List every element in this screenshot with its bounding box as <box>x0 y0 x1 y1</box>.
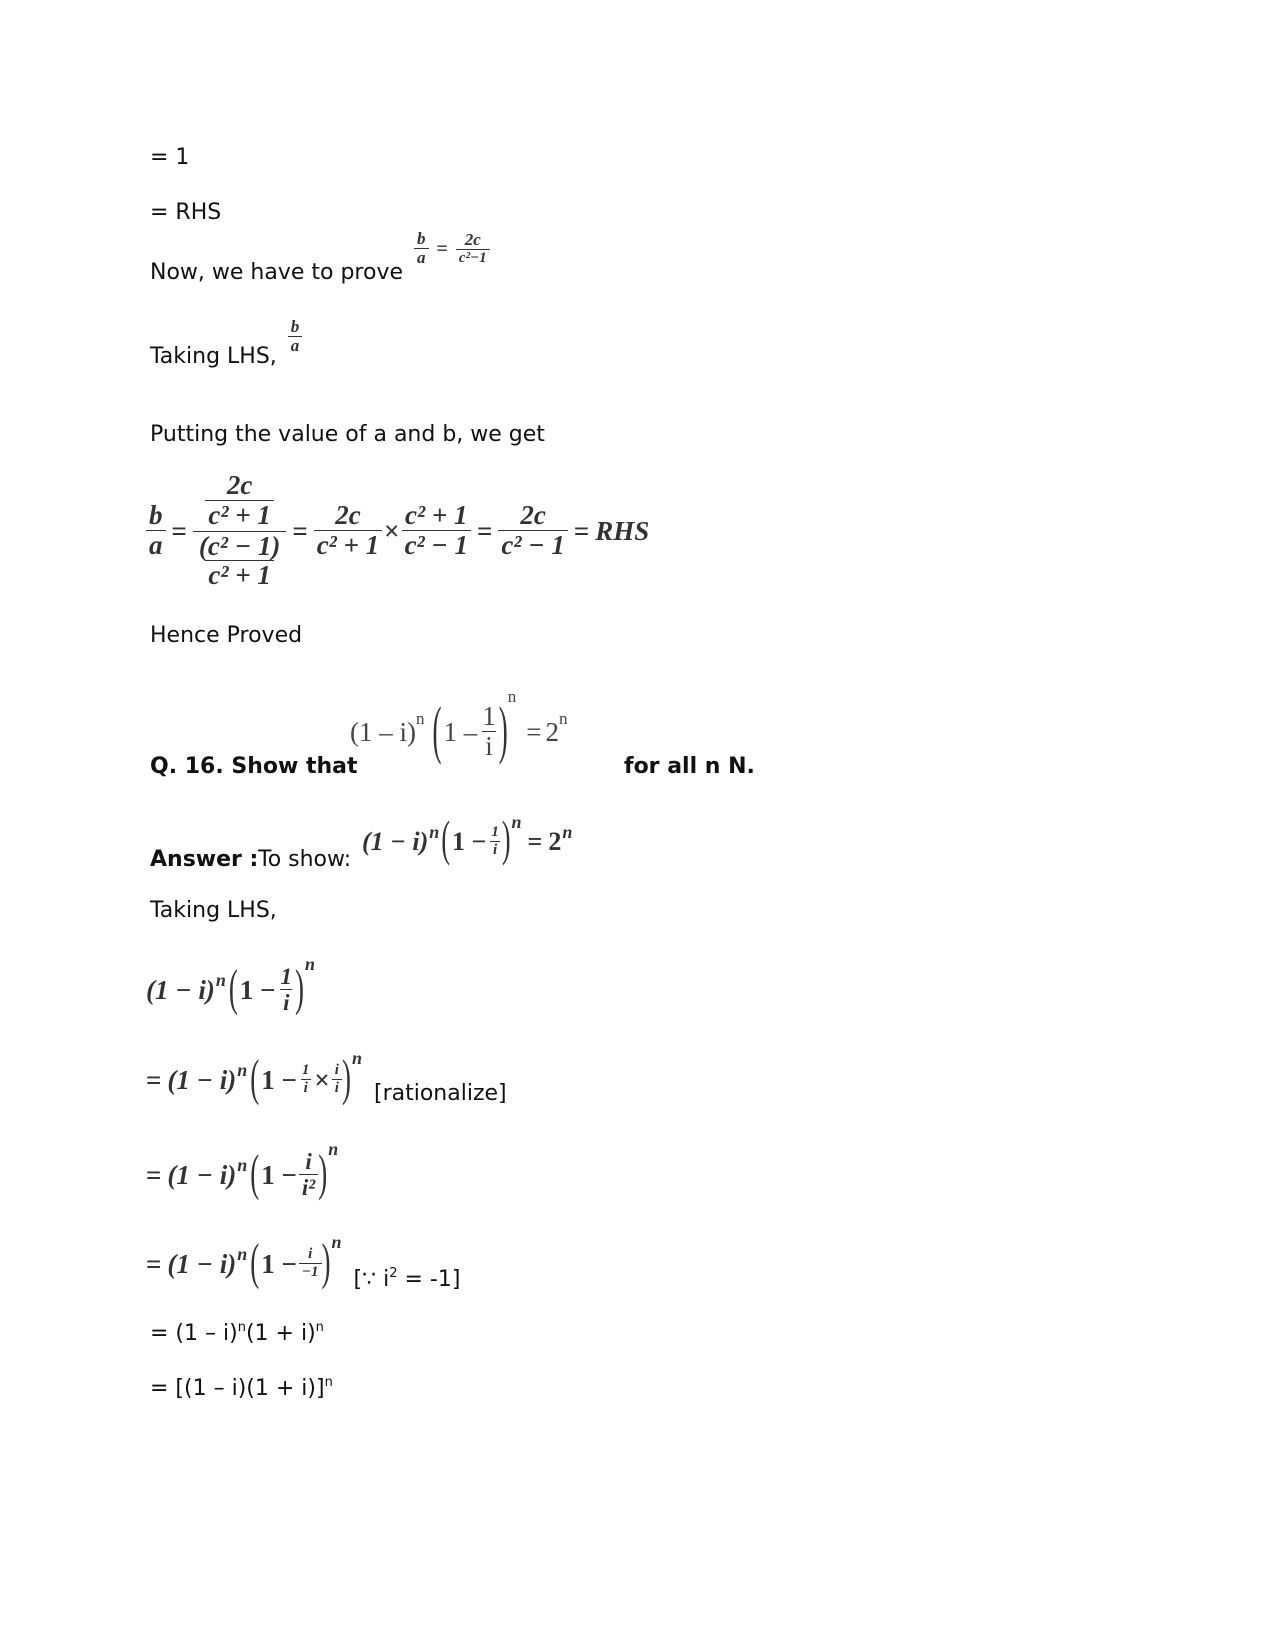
two: 2 <box>545 716 559 747</box>
denominator-i: i <box>280 989 292 1015</box>
rationalize-note: [rationalize] <box>373 1081 507 1106</box>
numerator-1: 1 <box>482 701 496 732</box>
line-answer <box>150 811 850 900</box>
one-minus: 1 − <box>239 974 276 1005</box>
formula-b-over-a-equals <box>414 230 490 268</box>
numerator-i: i <box>308 1246 313 1263</box>
numerator-c2-plus-1: c² + 1 <box>405 500 468 531</box>
exponent-n: n <box>507 686 517 706</box>
denominator-c2-plus-1: c² + 1 <box>205 560 273 591</box>
fraction-1-over-i <box>479 702 499 761</box>
right-paren: ) <box>341 1048 351 1106</box>
line-combined <box>150 1374 333 1401</box>
numerator-2c: 2c <box>464 230 481 250</box>
denominator-i: i <box>332 1079 342 1097</box>
left-paren: ( <box>250 1232 260 1290</box>
exponent-n: n <box>215 970 226 990</box>
numerator-c2-minus-1: (c² − 1) <box>198 530 281 561</box>
left-paren: ( <box>250 1048 260 1106</box>
equals-sign: = <box>292 515 308 546</box>
one-minus-i: (1 − i) <box>167 1064 237 1095</box>
equation-b-over-a-expansion <box>146 472 649 590</box>
exponent-n: n <box>429 822 440 842</box>
numerator-2c: 2c <box>226 470 253 501</box>
numerator-2c: 2c <box>335 500 361 531</box>
one-minus-i: (1 − i) <box>167 1159 237 1190</box>
denominator-i: i <box>301 1079 311 1097</box>
expr-lhs <box>146 955 315 1025</box>
fraction-2c-over-c2-plus-1 <box>314 501 382 560</box>
denominator-c2-minus-1: c² − 1 <box>498 530 567 561</box>
equals-sign: = <box>573 515 590 546</box>
line-question-16 <box>150 686 1050 800</box>
line-equals-rhs: = RHS <box>150 200 222 225</box>
one-minus-i: (1 – i) <box>350 716 416 747</box>
fraction-1-over-i <box>278 965 296 1015</box>
one-minus: 1 − <box>261 1159 297 1190</box>
line-putting-values: Putting the value of a and b, we get <box>150 422 545 447</box>
fraction-c2-minus-1-over-c2-plus-1 <box>196 532 283 591</box>
denominator-a: a <box>146 530 166 561</box>
exponent-n: n <box>415 708 425 728</box>
numerator-1: 1 <box>301 1062 310 1079</box>
equals-sign: = <box>527 827 543 856</box>
denominator-i2: i² <box>299 1174 318 1200</box>
left-paren: ( <box>250 1143 260 1201</box>
answer-formula <box>362 812 572 872</box>
exponent-n: n <box>237 1244 248 1264</box>
numerator-b: b <box>417 229 426 248</box>
exponent-n: n <box>305 954 316 974</box>
question-label: Q. 16. Show that <box>150 754 358 779</box>
fraction-1-over-i <box>299 1063 313 1096</box>
equals-sign: = <box>436 237 448 260</box>
two: 2 <box>548 827 562 856</box>
fraction-2c-over-c2-plus-1 <box>205 471 273 530</box>
product-part-b: (1 + i) <box>245 1321 316 1346</box>
line-taking-lhs-ba <box>150 317 302 372</box>
exponent-n: n <box>562 822 573 842</box>
denominator-a: a <box>288 336 303 356</box>
denominator-i: i <box>490 841 500 859</box>
numerator-1: 1 <box>280 963 293 989</box>
one-minus: 1 − <box>261 1248 297 1279</box>
equals-sign: = <box>477 515 493 546</box>
fraction-2c-over-c2-minus-1 <box>456 231 490 266</box>
expr-rationalize <box>146 1048 507 1112</box>
right-paren: ) <box>501 811 511 867</box>
exponent-n: n <box>328 1139 339 1159</box>
numerator-2c: 2c <box>520 500 546 531</box>
fraction-2c-over-c2-minus-1 <box>498 501 567 560</box>
question-formula <box>350 686 568 774</box>
times-sign: × <box>384 515 400 546</box>
numerator-b: b <box>149 500 163 531</box>
taking-lhs-text: Taking LHS, <box>150 343 277 369</box>
compound-denominator <box>193 531 286 591</box>
one-minus-i: (1 − i) <box>167 1248 237 1279</box>
answer-text: To show: <box>258 847 352 872</box>
product-part-a: = (1 – i) <box>150 1321 238 1346</box>
exponent-n: n <box>511 812 522 832</box>
exponent-n: n <box>237 1155 248 1175</box>
because-note <box>353 1265 461 1292</box>
denominator-c2-minus-1: c²−1 <box>456 249 490 267</box>
numerator-1: 1 <box>491 824 499 841</box>
exponent-n: n <box>324 1374 333 1390</box>
one-minus: 1 − <box>261 1064 297 1095</box>
denominator-c2-plus-1: c² + 1 <box>205 500 273 531</box>
because-note-sup: 2 <box>389 1265 398 1281</box>
question-tail: for all n N. <box>624 754 755 779</box>
exponent-n: n <box>331 1232 342 1252</box>
line-taking-lhs: Taking LHS, <box>150 898 277 923</box>
compound-fraction <box>193 471 286 590</box>
denominator-i: i <box>482 731 496 762</box>
left-paren: ( <box>228 958 238 1016</box>
line-equals-one: = 1 <box>150 145 190 170</box>
exponent-n: n <box>558 708 568 728</box>
right-paren: ) <box>321 1232 331 1290</box>
right-paren: ) <box>318 1143 328 1201</box>
line-hence-proved: Hence Proved <box>150 623 303 648</box>
rhs-label: RHS <box>595 515 650 546</box>
one-minus: 1 − <box>451 827 487 856</box>
expr-i-over-neg1 <box>146 1232 460 1296</box>
equals-sign: = <box>146 1159 162 1190</box>
times-sign: × <box>314 1064 330 1095</box>
exponent-n: n <box>237 1060 248 1080</box>
line-prove-statement <box>150 229 490 286</box>
fraction-1-over-i <box>488 825 502 858</box>
one-minus: 1 – <box>443 716 478 747</box>
because-note-end: = -1] <box>397 1267 461 1292</box>
because-note-start: [∵ i <box>353 1267 390 1292</box>
exponent-n: n <box>237 1319 246 1335</box>
fraction-c2-plus-1-over-c2-minus-1 <box>402 501 471 560</box>
denominator-c2-plus-1: c² + 1 <box>314 530 382 561</box>
exponent-n: n <box>315 1319 324 1335</box>
prove-text: Now, we have to prove <box>150 259 404 285</box>
numerator-b: b <box>290 317 300 336</box>
fraction-i-over-neg1 <box>299 1247 322 1280</box>
fraction-i-over-i2 <box>299 1150 318 1200</box>
numerator-i: i <box>334 1062 339 1079</box>
left-paren: ( <box>432 692 442 765</box>
one-minus-i: (1 − i) <box>146 974 215 1005</box>
left-paren: ( <box>441 811 450 867</box>
equals-sign: = <box>526 716 542 747</box>
line-product <box>150 1319 324 1346</box>
combined-part: = [(1 – i)(1 + i)] <box>150 1376 325 1401</box>
equals-sign: = <box>171 515 187 546</box>
numerator-i: i <box>305 1148 312 1174</box>
fraction-b-over-a-small <box>288 318 303 356</box>
fraction-b-over-a <box>414 230 429 268</box>
exponent-n: n <box>351 1048 362 1068</box>
denominator-a: a <box>414 248 429 268</box>
denominator-neg1: −1 <box>299 1263 322 1281</box>
fraction-i-over-i <box>332 1063 342 1096</box>
right-paren: ) <box>498 692 508 765</box>
denominator-c2-minus-1: c² − 1 <box>402 530 471 561</box>
one-minus-i: (1 − i) <box>362 827 429 856</box>
compound-numerator <box>202 471 276 530</box>
answer-label: Answer : <box>150 847 259 872</box>
equals-sign: = <box>146 1248 162 1279</box>
equals-sign: = <box>146 1064 162 1095</box>
expr-i-over-i2 <box>146 1140 338 1210</box>
right-paren: ) <box>295 958 305 1016</box>
fraction-b-over-a-large <box>146 501 166 560</box>
